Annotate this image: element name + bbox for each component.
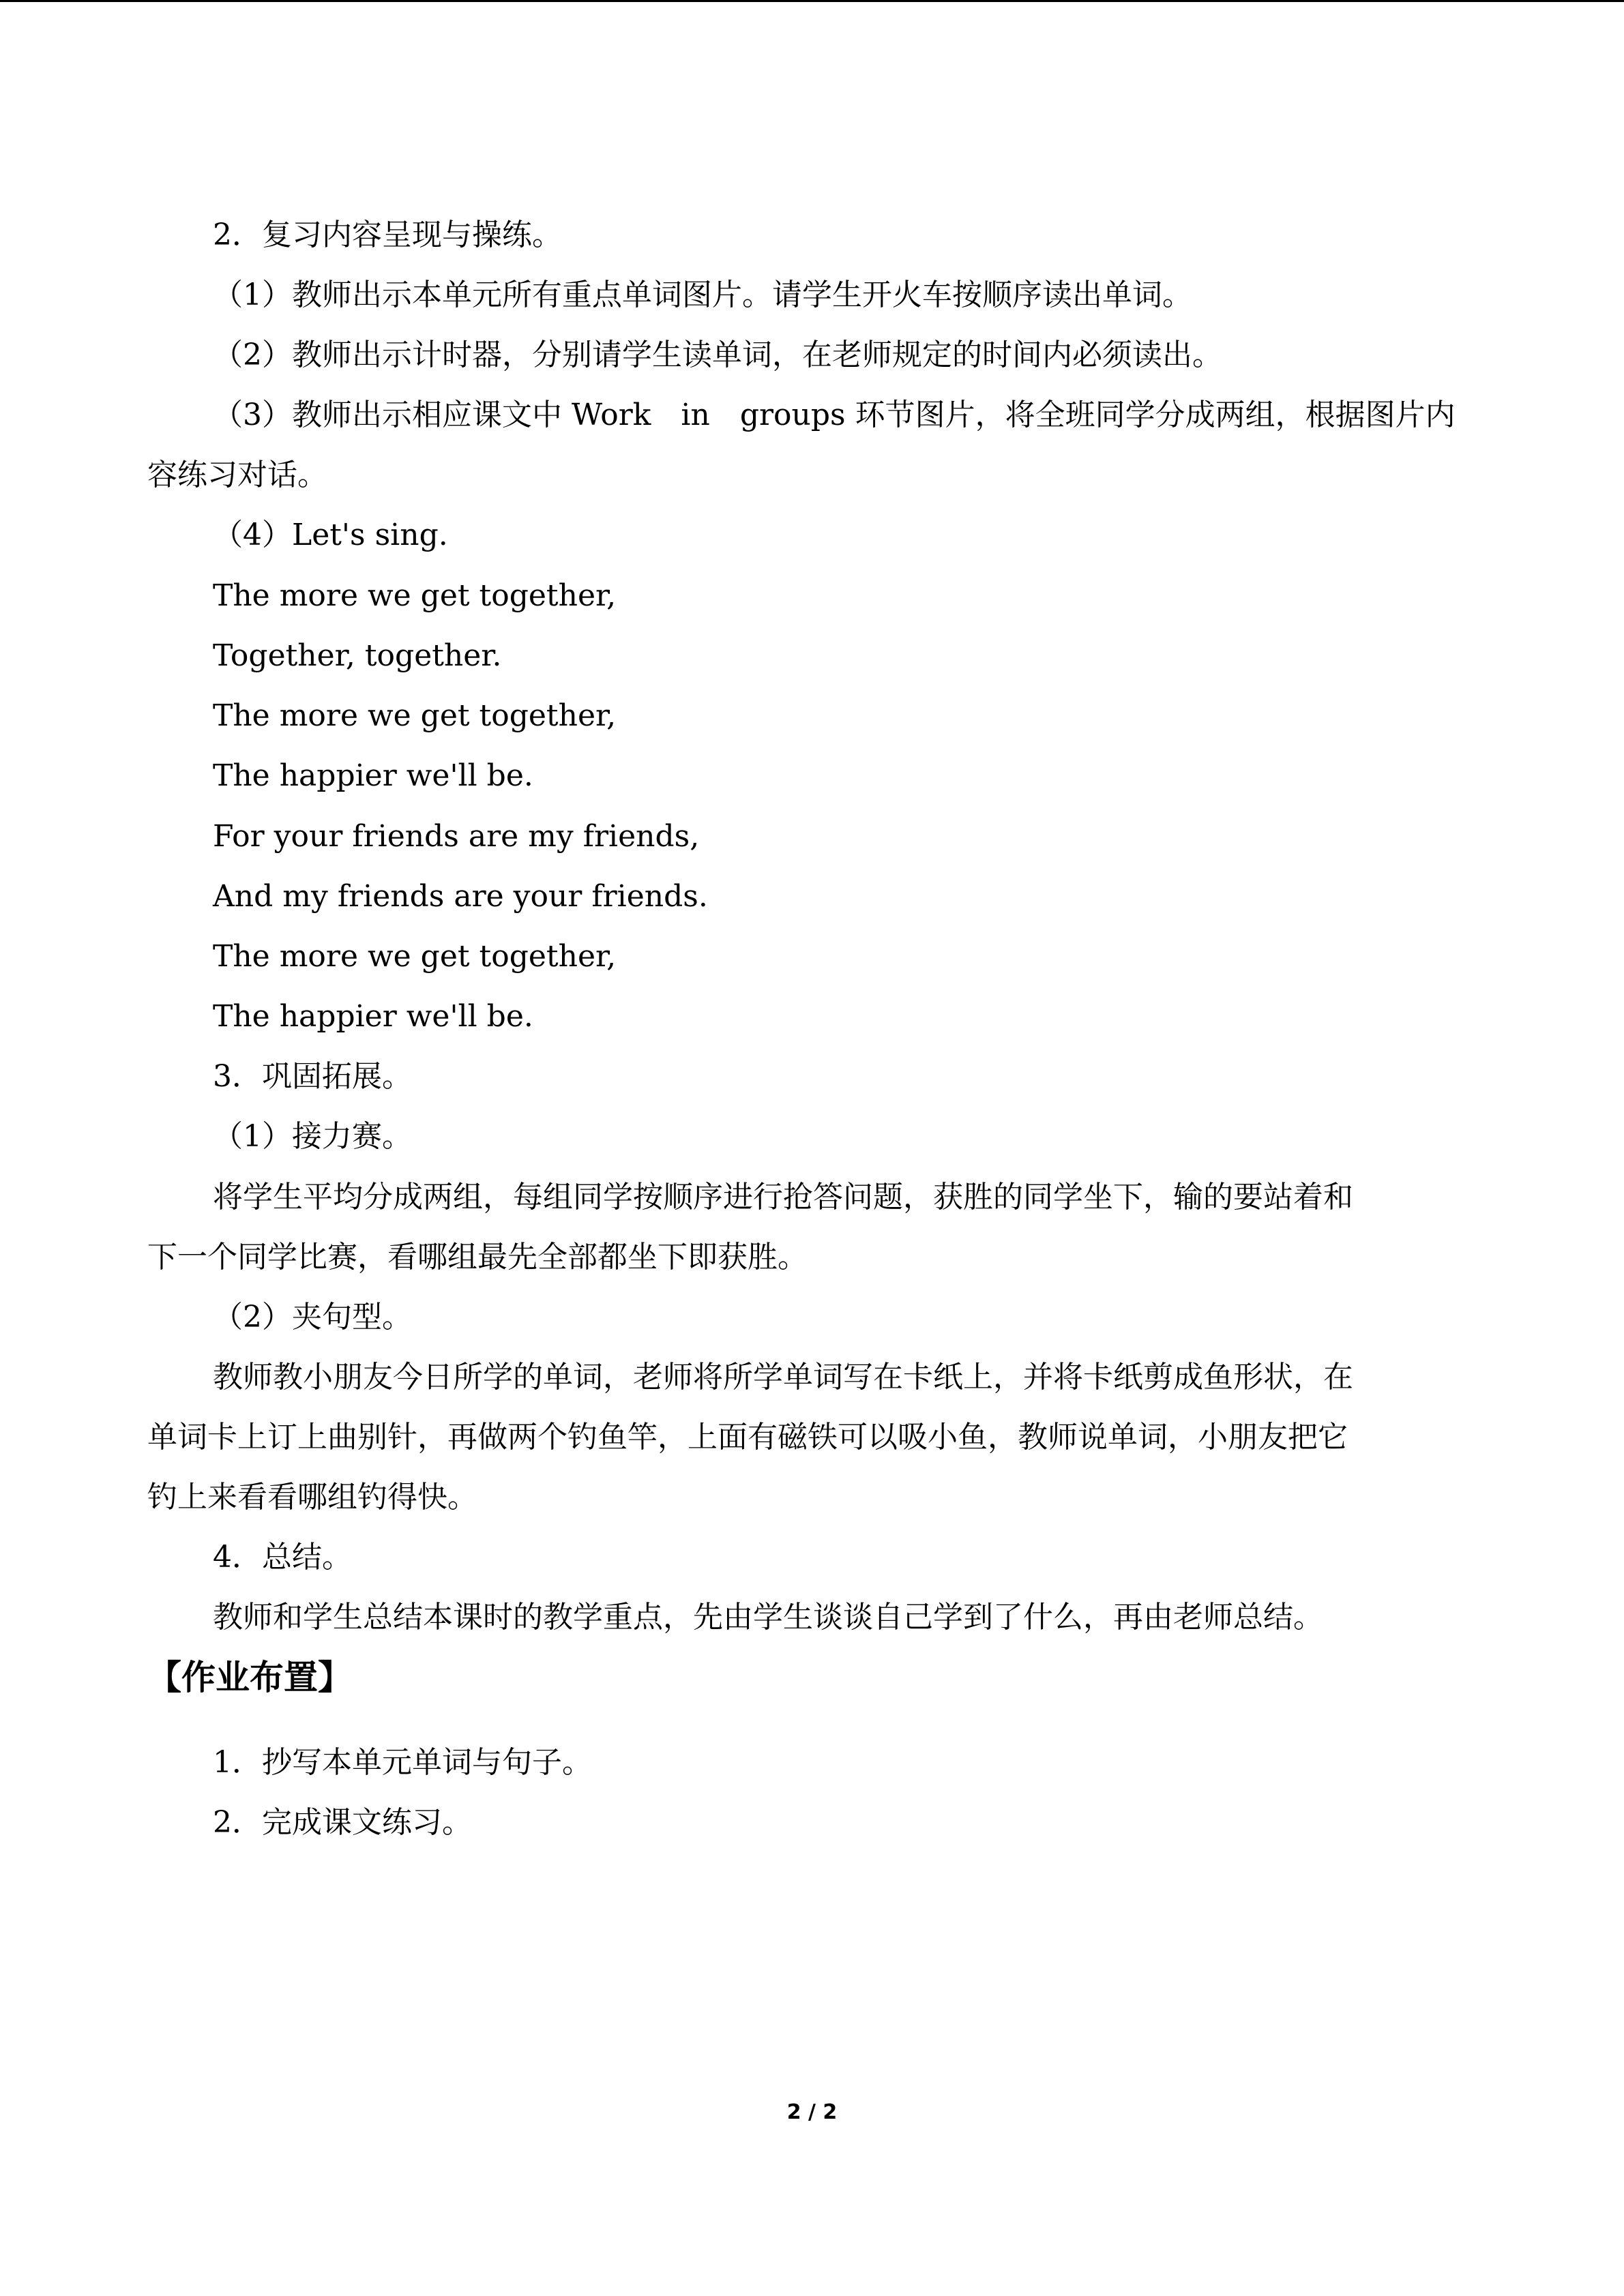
paragraph-line: 教师和学生总结本课时的教学重点，先由学生谈谈自己学到了什么，再由老师总结。 — [213, 1600, 1323, 1635]
paragraph-line: 将学生平均分成两组，每组同学按顺序进行抢答问题，获胜的同学坐下，输的要站着和 — [213, 1180, 1353, 1214]
section-consolidation-heading: 3．巩固拓展。 — [213, 1059, 412, 1094]
song-line: The happier we'll be. — [213, 999, 533, 1034]
song-line: And my friends are your friends. — [213, 879, 708, 914]
section-summary-heading: 4．总结。 — [213, 1540, 352, 1575]
paragraph-line: 容练习对话。 — [147, 458, 327, 492]
paragraph-line: 钓上来看看哪组钓得快。 — [147, 1480, 477, 1515]
paragraph-line: （2）教师出示计时器，分别请学生读单词，在老师规定的时间内必须读出。 — [213, 338, 1222, 372]
paragraph-line: 教师教小朋友今日所学的单词，老师将所学单词写在卡纸上，并将卡纸剪成鱼形状，在 — [213, 1360, 1353, 1395]
subsection-heading: （1）接力赛。 — [213, 1119, 412, 1154]
song-line: The happier we'll be. — [213, 758, 533, 793]
section-review-heading: 2．复习内容呈现与操练。 — [213, 218, 562, 252]
song-line: For your friends are my friends, — [213, 819, 700, 854]
homework-item: 2．完成课文练习。 — [213, 1805, 472, 1840]
song-line: The more we get together, — [213, 698, 617, 733]
song-line: The more we get together, — [213, 578, 617, 613]
subsection-heading: （2）夹句型。 — [213, 1300, 412, 1335]
paragraph-line: 单词卡上订上曲别针，再做两个钓鱼竿，上面有磁铁可以吸小鱼，教师说单词，小朋友把它 — [147, 1420, 1348, 1455]
song-line: The more we get together, — [213, 939, 617, 974]
page-number: 2 / 2 — [786, 2100, 838, 2124]
song-line: Together, together. — [213, 638, 502, 673]
homework-heading: 【作业布置】 — [147, 1658, 352, 1697]
paragraph-line: （1）教师出示本单元所有重点单词图片。请学生开火车按顺序读出单词。 — [213, 278, 1192, 312]
paragraph-line: （4）Let's sing. — [213, 518, 448, 552]
paragraph-line: （3）教师出示相应课文中 Work in groups 环节图片，将全班同学分成两组，根据图片内 — [213, 398, 1456, 432]
paragraph-line: 下一个同学比赛，看哪组最先全部都坐下即获胜。 — [147, 1240, 808, 1274]
homework-item: 1．抄写本单元单词与句子。 — [213, 1745, 592, 1780]
